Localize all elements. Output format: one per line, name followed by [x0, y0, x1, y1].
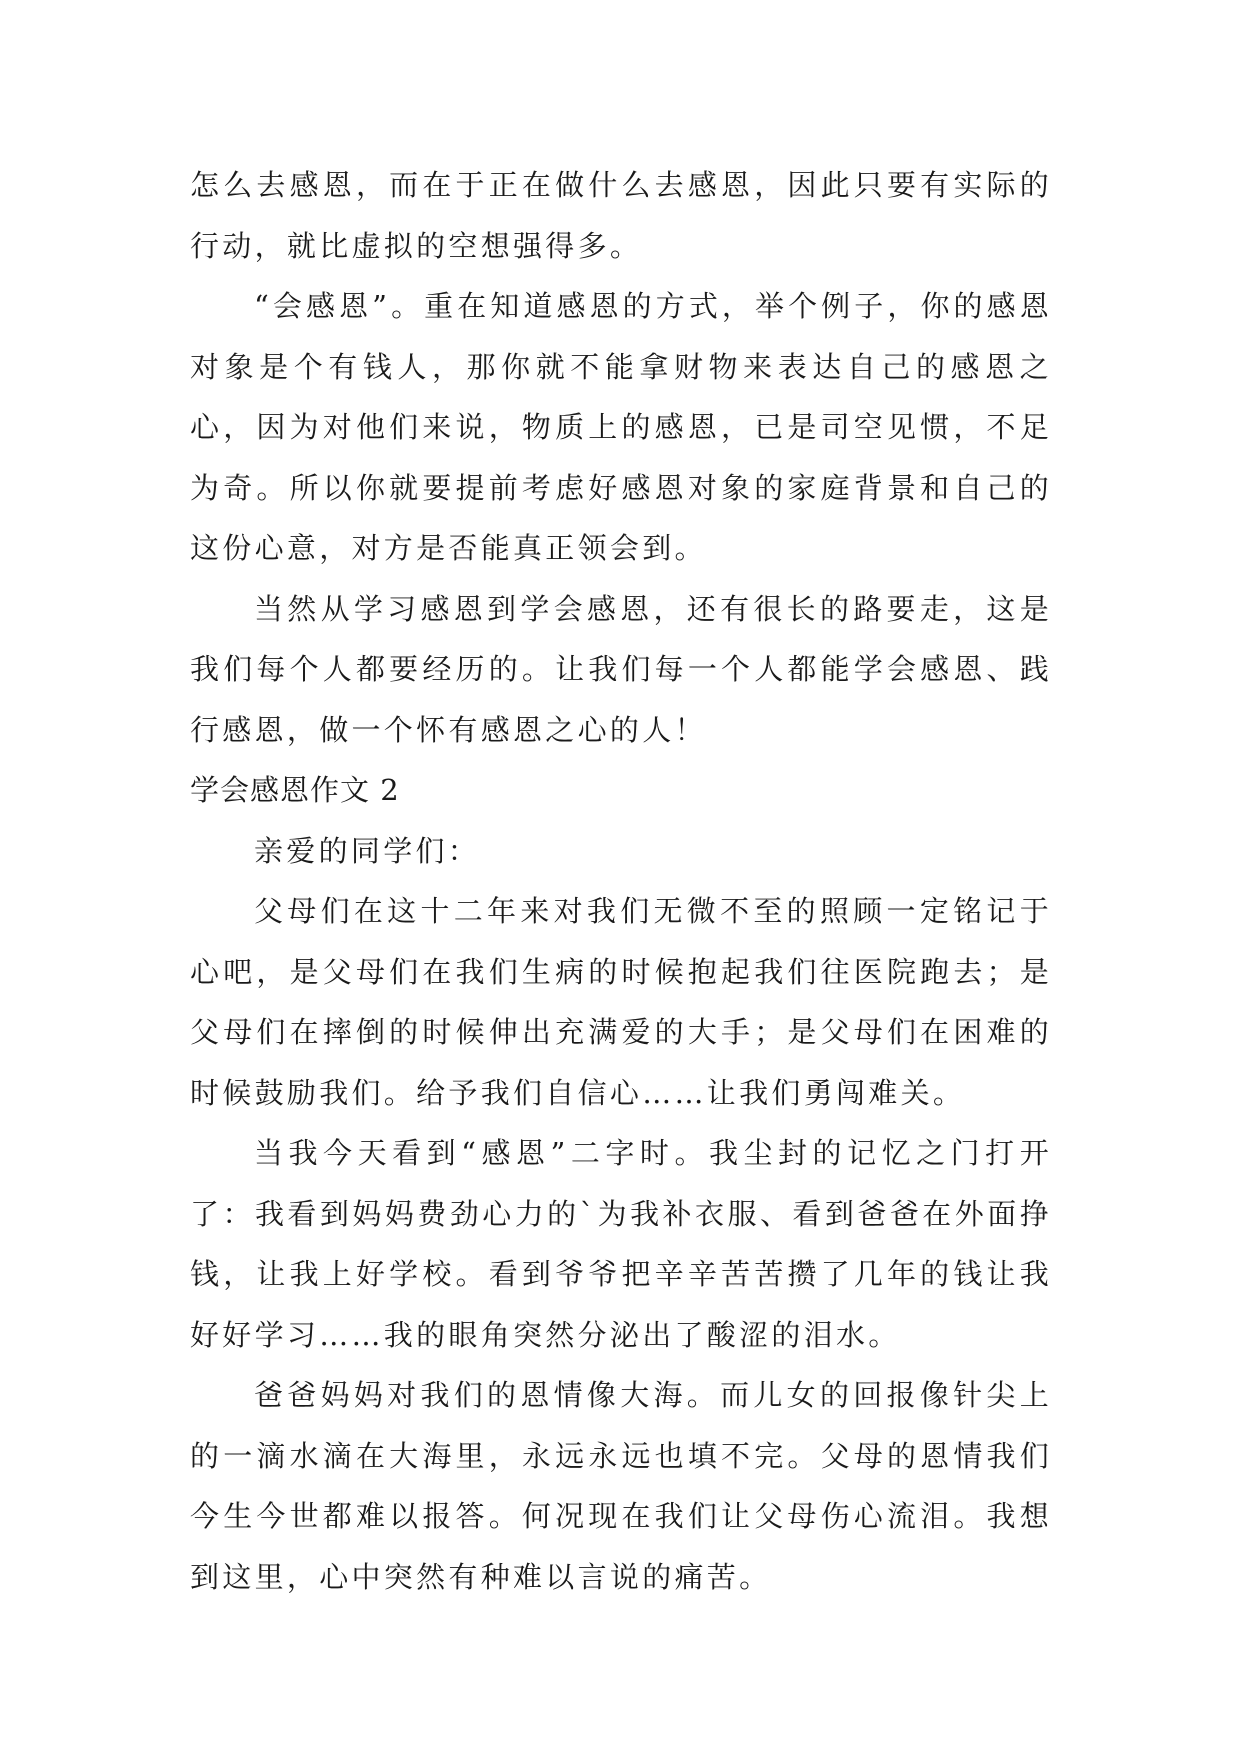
paragraph: 当然从学习感恩到学会感恩，还有很长的路要走，这是我们每个人都要经历的。让我们每一个人都能学会感恩、践行感恩，做一个怀有感恩之心的人！	[190, 591, 1052, 747]
paragraph: 怎么去感恩，而在于正在做什么去感恩，因此只要有实际的行动，就比虚拟的空想强得多。	[190, 168, 1052, 263]
section-title: 学会感恩作文 2	[190, 773, 400, 807]
paragraph: “会感恩”。重在知道感恩的方式，举个例子，你的感恩对象是个有钱人，那你就不能拿财物来表达自己的感恩之心，因为对他们来说，物质上的感恩，已是司空见惯，不足为奇。所以你就要提前考虑好感恩对象的家庭背景和自己的这份心意，对方是否能真正领会到。	[190, 289, 1052, 565]
document-body	[190, 155, 1052, 1607]
paragraph: 父母们在这十二年来对我们无微不至的照顾一定铭记于心吧，是父母们在我们生病的时候抱起我们往医院跑去；是父母们在摔倒的时候伸出充满爱的大手；是父母们在困难的时候鼓励我们。给予我们自信心……让我们勇闯难关。	[190, 894, 1052, 1110]
salutation: 亲爱的同学们：	[254, 833, 481, 868]
paragraph: 当我今天看到“感恩”二字时。我尘封的记忆之门打开了：我看到妈妈费劲心力的`为我补衣服、看到爸爸在外面挣钱，让我上好学校。看到爷爷把辛辛苦苦攒了几年的钱让我好好学习……我的眼角突然分泌出了酸涩的泪水。	[190, 1136, 1052, 1352]
paragraph: 爸爸妈妈对我们的恩情像大海。而儿女的回报像针尖上的一滴水滴在大海里，永远永远也填不完。父母的恩情我们今生今世都难以报答。何况现在我们让父母伤心流泪。我想到这里，心中突然有种难以言说的痛苦。	[190, 1378, 1052, 1594]
